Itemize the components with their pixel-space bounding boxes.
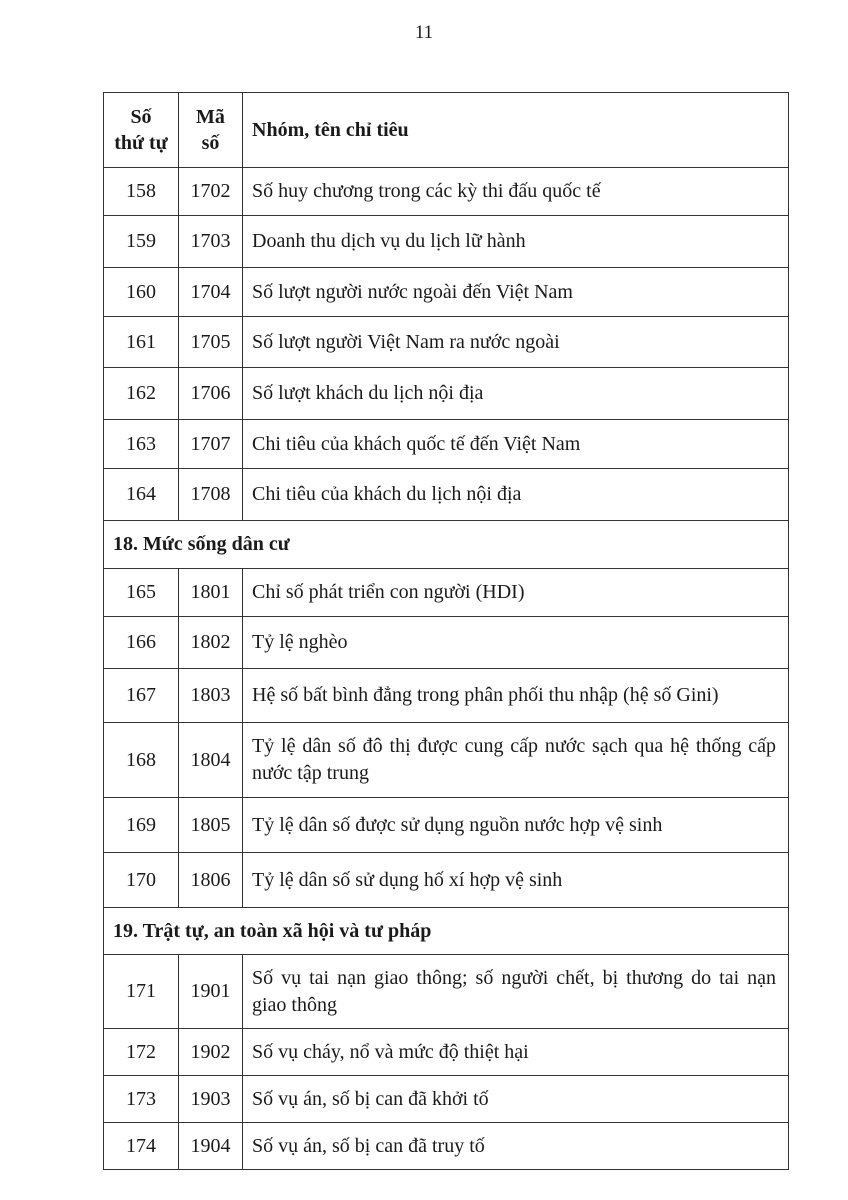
row-code: 1802: [179, 617, 243, 669]
row-ordinal: 159: [104, 216, 179, 268]
row-code: 1903: [179, 1076, 243, 1123]
header-code-line1: Mã: [196, 106, 225, 128]
row-indicator-name: Số vụ án, số bị can đã truy tố: [243, 1123, 789, 1170]
row-indicator-name: Hệ số bất bình đẳng trong phân phối thu nhập (hệ số Gini): [243, 669, 789, 723]
table-row: [104, 368, 789, 420]
row-code: 1708: [179, 469, 243, 521]
row-ordinal: 174: [104, 1123, 179, 1170]
table-row: [104, 1029, 789, 1076]
table-row: [104, 723, 789, 798]
table-row: [104, 798, 789, 853]
row-ordinal: 162: [104, 368, 179, 420]
header-indicator-name: Nhóm, tên chỉ tiêu: [243, 93, 789, 168]
row-indicator-name: Chi tiêu của khách du lịch nội địa: [243, 469, 789, 521]
row-ordinal: 160: [104, 268, 179, 317]
table-row: [104, 168, 789, 216]
table-row: [104, 569, 789, 617]
header-code-line2: số: [201, 132, 220, 154]
row-ordinal: 173: [104, 1076, 179, 1123]
row-ordinal: 163: [104, 420, 179, 469]
row-ordinal: 172: [104, 1029, 179, 1076]
row-indicator-name: Số huy chương trong các kỳ thi đấu quốc tế: [243, 168, 789, 216]
row-indicator-name: Số lượt người nước ngoài đến Việt Nam: [243, 268, 789, 317]
header-code: [179, 93, 243, 168]
page-number: 11: [414, 22, 434, 43]
row-code: 1707: [179, 420, 243, 469]
row-indicator-name: Số vụ án, số bị can đã khởi tố: [243, 1076, 789, 1123]
indicator-table: [103, 92, 789, 1170]
row-code: 1803: [179, 669, 243, 723]
group-heading: 19. Trật tự, an toàn xã hội và tư pháp: [104, 908, 789, 955]
row-indicator-name: Doanh thu dịch vụ du lịch lữ hành: [243, 216, 789, 268]
table-row: [104, 955, 789, 1029]
table-row: [104, 853, 789, 908]
row-code: 1901: [179, 955, 243, 1029]
row-code: 1805: [179, 798, 243, 853]
row-ordinal: 171: [104, 955, 179, 1029]
row-indicator-name: Tỷ lệ dân số được sử dụng nguồn nước hợp vệ sinh: [243, 798, 789, 853]
table-row: [104, 1076, 789, 1123]
row-indicator-name: Tỷ lệ dân số sử dụng hố xí hợp vệ sinh: [243, 853, 789, 908]
header-ordinal-line2: thứ tự: [114, 132, 168, 154]
table-row: [104, 617, 789, 669]
row-code: 1702: [179, 168, 243, 216]
row-indicator-name: Chỉ số phát triển con người (HDI): [243, 569, 789, 617]
row-ordinal: 161: [104, 317, 179, 368]
header-ordinal: [104, 93, 179, 168]
header-ordinal-line1: Số: [130, 106, 152, 128]
row-code: 1902: [179, 1029, 243, 1076]
table-row: [104, 216, 789, 268]
row-code: 1703: [179, 216, 243, 268]
row-code: 1804: [179, 723, 243, 798]
row-code: 1806: [179, 853, 243, 908]
row-indicator-name: Tỷ lệ nghèo: [243, 617, 789, 669]
row-code: 1904: [179, 1123, 243, 1170]
row-indicator-name: Chi tiêu của khách quốc tế đến Việt Nam: [243, 420, 789, 469]
row-ordinal: 167: [104, 669, 179, 723]
table-row: [104, 469, 789, 521]
row-code: 1801: [179, 569, 243, 617]
table-header-row: [104, 93, 789, 168]
row-indicator-name: Số vụ tai nạn giao thông; số người chết, bị thương do tai nạn giao thông: [243, 955, 789, 1029]
row-ordinal: 158: [104, 168, 179, 216]
row-ordinal: 170: [104, 853, 179, 908]
row-indicator-name: Tỷ lệ dân số đô thị được cung cấp nước sạch qua hệ thống cấp nước tập trung: [243, 723, 789, 798]
row-indicator-name: Số lượt khách du lịch nội địa: [243, 368, 789, 420]
row-code: 1705: [179, 317, 243, 368]
row-ordinal: 168: [104, 723, 179, 798]
group-row-social-order: [104, 908, 789, 955]
table-row: [104, 268, 789, 317]
group-row-living-standards: [104, 521, 789, 569]
row-code: 1704: [179, 268, 243, 317]
table-row: [104, 669, 789, 723]
row-ordinal: 169: [104, 798, 179, 853]
row-ordinal: 164: [104, 469, 179, 521]
row-code: 1706: [179, 368, 243, 420]
group-heading: 18. Mức sống dân cư: [104, 521, 789, 569]
row-indicator-name: Số lượt người Việt Nam ra nước ngoài: [243, 317, 789, 368]
row-ordinal: 165: [104, 569, 179, 617]
row-ordinal: 166: [104, 617, 179, 669]
table-row: [104, 1123, 789, 1170]
table-row: [104, 420, 789, 469]
table-row: [104, 317, 789, 368]
row-indicator-name: Số vụ cháy, nổ và mức độ thiệt hại: [243, 1029, 789, 1076]
